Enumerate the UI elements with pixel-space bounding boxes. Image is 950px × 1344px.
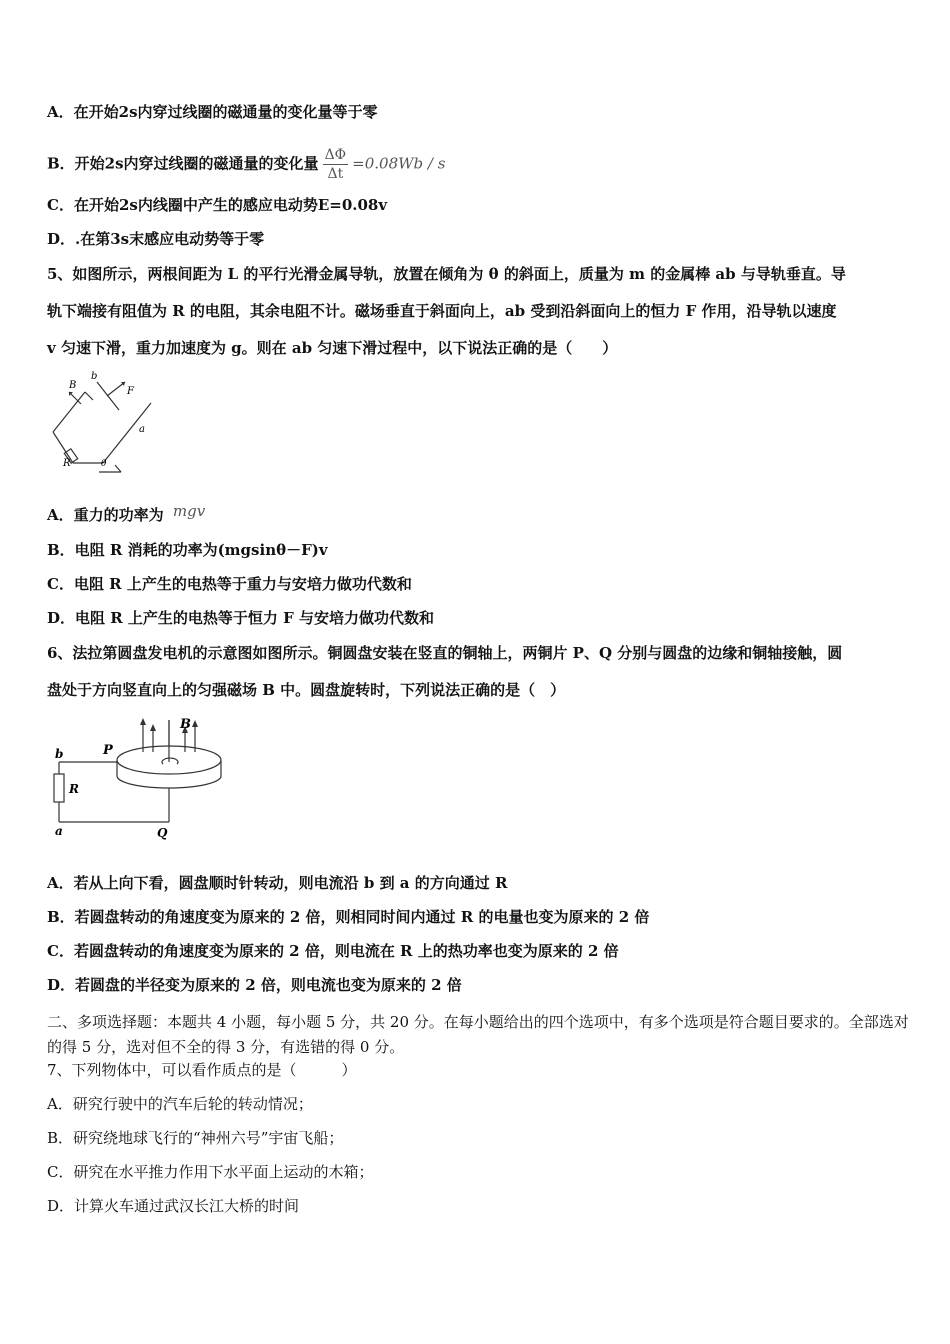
q5-fig-label-theta: θ	[101, 459, 107, 469]
q5-option-b: B．电阻 R 消耗的功率为(mgsinθ－F)v	[47, 541, 328, 559]
q5-option-a-text: A．重力的功率为	[47, 506, 164, 524]
q5-option-a-math: mgv	[172, 502, 206, 520]
q6-fig-label-b: b	[55, 747, 64, 761]
q6-option-b: B．若圆盘转动的角速度变为原来的 2 倍，则相同时间内通过 R 的电量也变为原来的 2 倍	[47, 908, 650, 926]
q6-stem-line2: 盘处于方向竖直向上的匀强磁场 B 中。圆盘旋转时，下列说法正确的是（ ）	[47, 681, 566, 699]
fraction-numerator: ΔΦ	[324, 147, 347, 163]
q6-fig-label-b-field: B	[180, 717, 191, 732]
flux-fraction	[323, 146, 349, 183]
q5-stem-line2: 轨下端接有阻值为 R 的电阻，其余电阻不计。磁场垂直于斜面向上，ab 受到沿斜面向上的恒力 F 作用，沿导轨以速度	[47, 302, 837, 320]
q7-option-c: C．研究在水平推力作用下水平面上运动的木箱；	[47, 1163, 374, 1181]
q5-fig-label-b: b	[91, 371, 98, 382]
q6-option-a: A．若从上向下看，圆盘顺时针转动，则电流沿 b 到 a 的方向通过 R	[47, 874, 508, 892]
q5-option-a	[47, 502, 910, 525]
q5-stem-line1: 5、如图所示，两根间距为 L 的平行光滑金属导轨，放置在倾角为 θ 的斜面上，质量为 m 的金属棒 ab 与导轨垂直。导	[47, 265, 846, 283]
q5-option-c: C．电阻 R 上产生的电热等于重力与安培力做功代数和	[47, 575, 412, 593]
q7-option-b: B．研究绕地球飞行的“神州六号”宇宙飞船；	[47, 1129, 344, 1147]
q6-option-d: D．若圆盘的半径变为原来的 2 倍，则电流也变为原来的 2 倍	[47, 976, 462, 994]
q5-fig-label-r: R	[63, 458, 71, 469]
fraction-denominator: Δt	[327, 166, 344, 182]
q5-option-d: D．电阻 R 上产生的电热等于恒力 F 与安培力做功代数和	[47, 609, 435, 627]
section2-heading: 二、多项选择题：本题共 4 小题，每小题 5 分，共 20 分。在每小题给出的四个选项中，有多个选项是符合题目要求的。全部选对的得 5 分，选对但不全的得 3 分，有选错的得 0 分。	[47, 1013, 909, 1056]
q7-option-d: D．计算火车通过武汉长江大桥的时间	[47, 1197, 300, 1215]
q6-fig-label-r: R	[69, 782, 79, 796]
q5-fig-label-a: a	[139, 424, 145, 435]
q4-option-b	[47, 146, 910, 183]
q6-stem-line1: 6、法拉第圆盘发电机的示意图如图所示。铜圆盘安装在竖直的铜轴上，两铜片 P、Q 分别与圆盘的边缘和铜轴接触，圆	[47, 644, 843, 662]
q6-option-c: C．若圆盘转动的角速度变为原来的 2 倍，则电流在 R 上的热功率也变为原来的 2 倍	[47, 942, 619, 960]
q5-stem-line3: v 匀速下滑，重力加速度为 g。则在 ab 匀速下滑过程中，以下说法正确的是（ ）	[47, 339, 618, 357]
q4-option-d: D．.在第3s末感应电动势等于零	[47, 230, 265, 248]
q6-fig-label-q: Q	[157, 826, 168, 840]
q6-faraday-disk-figure	[45, 712, 245, 847]
q4-option-b-text: B．开始2s内穿过线圈的磁通量的变化量	[47, 154, 319, 173]
q6-fig-label-a: a	[55, 824, 63, 838]
q4-option-a: A．在开始2s内穿过线圈的磁通量的变化量等于零	[47, 103, 378, 121]
q6-fig-label-p: P	[103, 743, 113, 758]
q7-option-a: A．研究行驶中的汽车后轮的转动情况；	[47, 1095, 313, 1113]
q7-stem: 7、下列物体中，可以看作质点的是（ ）	[47, 1061, 357, 1079]
flux-rate-value: =0.08Wb / s	[352, 154, 446, 173]
q5-incline-rails-figure	[45, 370, 165, 475]
q5-fig-label-b-field: B	[69, 380, 77, 391]
q5-fig-label-f: F	[127, 386, 134, 397]
q4-option-c: C．在开始2s内线圈中产生的感应电动势E=0.08v	[47, 196, 388, 214]
